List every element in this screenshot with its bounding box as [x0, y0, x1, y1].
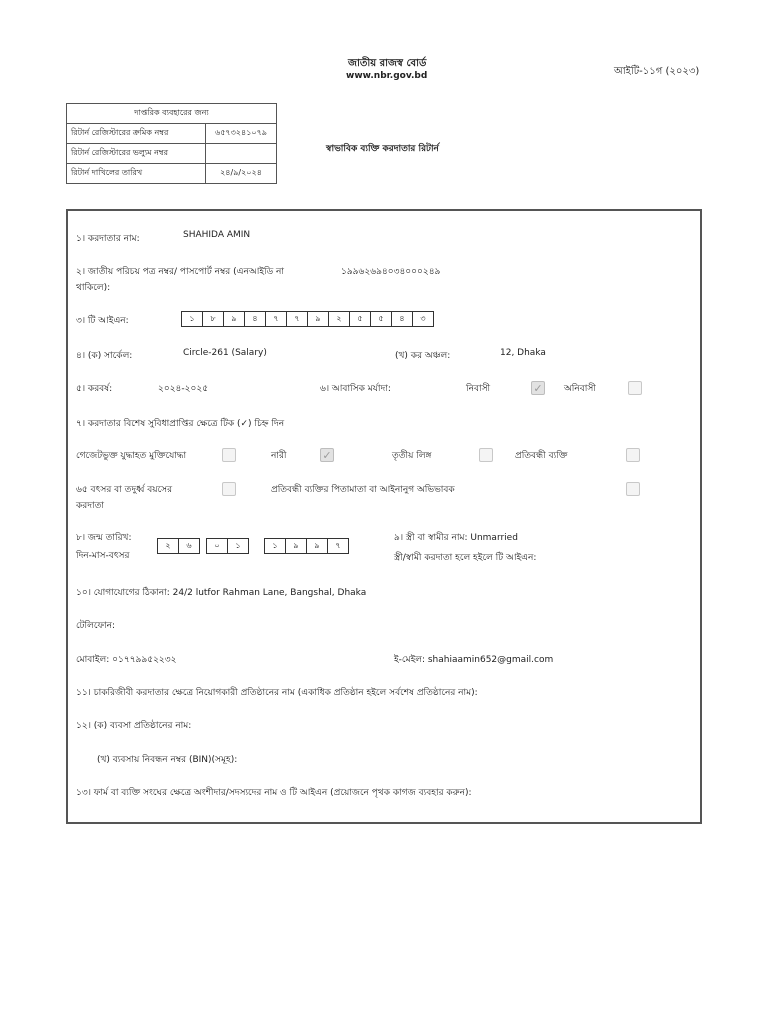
nid-value: ১৯৯৬২৬৯৪০৩৪০০০২৪৯: [341, 267, 441, 277]
submission-date-value: ২৪/৯/২০২৪: [206, 164, 277, 184]
volume-value: [206, 144, 277, 164]
taxpayer-name-label: ১। করদাতার নাম:: [76, 234, 140, 244]
circle-label: ৪। (ক) সার্কেল:: [76, 351, 133, 361]
senior-checkbox[interactable]: [222, 482, 236, 496]
check-icon: ✓: [322, 448, 332, 462]
female-label: নারী: [271, 451, 287, 461]
resident-checkbox[interactable]: [531, 381, 545, 395]
circle-value: Circle-261 (Salary): [183, 348, 267, 358]
dob-label: ৮। জন্ম তারিখ:: [76, 533, 132, 543]
non-resident-checkbox[interactable]: [628, 381, 642, 395]
tax-year-value: ২০২৪-২০২৫: [158, 384, 209, 394]
special-benefit-label: ৭। করদাতার বিশেষ সুবিধাপ্রাপ্তির ক্ষেত্রে টিক (✓) চিহ্ন দিন: [76, 419, 285, 429]
tin-digit: ৭: [286, 311, 308, 327]
tin-digit: ৯: [307, 311, 329, 327]
dob-month-digit: ১: [227, 538, 249, 554]
guardian-label: প্রতিবন্ধী ব্যক্তির পিতামাতা বা আইনানুগ অভিভাবক: [271, 485, 455, 495]
nid-label-cont: থাকিলে):: [76, 283, 111, 293]
bin-label: (খ) ব্যবসায় নিবন্ধন নম্বর (BIN)(সমূহ):: [97, 755, 238, 765]
freedom-fighter-label: গেজেটভুক্ত যুদ্ধাহত মুক্তিযোদ্ধা: [76, 451, 187, 461]
senior-label-cont: করদাতা: [76, 501, 104, 511]
freedom-fighter-checkbox[interactable]: [222, 448, 236, 462]
resident-label: নিবাসী: [466, 384, 491, 394]
tin-label: ৩। টি আইএন:: [76, 316, 129, 326]
partners-label: ১৩। ফার্ম বা ব্যক্তি সংঘের ক্ষেত্রে অংশীদার/সদস্যদের নাম ও টি আইএন (প্রয়োজনে পৃথক কাগজ ব্যবহার করুন):: [76, 788, 472, 798]
dob-month-digit: ০: [206, 538, 228, 554]
dob-day-digit: ৬: [178, 538, 200, 554]
taxpayer-name-value: SHAHIDA AMIN: [183, 230, 251, 240]
dob-month-boxes: [206, 538, 249, 554]
tin-digit: ২: [328, 311, 350, 327]
serial-label: রিটার্ন রেজিস্টারের ক্রমিক নম্বর: [67, 124, 206, 144]
dob-day-digit: ২: [157, 538, 179, 554]
board-name: জাতীয় রাজস্ব বোর্ড: [348, 58, 427, 69]
table-row: [67, 144, 277, 164]
tin-digit-boxes: [181, 311, 434, 327]
tin-digit: ৮: [202, 311, 224, 327]
form-title: স্বাভাবিক ব্যক্তি করদাতার রিটার্ন: [326, 144, 439, 154]
tin-digit: ১: [181, 311, 203, 327]
tax-year-label: ৫। করবর্ষ:: [76, 384, 113, 394]
employer-label: ১১। চাকরিজীবী করদাতার ক্ষেত্রে নিয়োগকারী প্রতিষ্ঠানের নাম (একাধিক প্রতিষ্ঠান হইলে সর্বশেষ প্রতিষ্ঠানের নাম):: [76, 688, 478, 698]
residential-status-label: ৬। আবাসিক মর্যাদা:: [320, 384, 391, 394]
third-gender-label: তৃতীয় লিঙ্গ: [392, 451, 432, 461]
third-gender-checkbox[interactable]: [479, 448, 493, 462]
dob-year-digit: ৭: [327, 538, 349, 554]
spouse-name-label: ৯। স্ত্রী বা স্বামীর নাম: Unmarried: [394, 533, 518, 543]
tin-digit: ৪: [391, 311, 413, 327]
senior-label: ৬৫ বৎসর বা তদুর্ধ্ব বয়সের: [76, 485, 173, 495]
tin-digit: ৭: [265, 311, 287, 327]
tin-digit: ৪: [244, 311, 266, 327]
submission-date-label: রিটার্ন দাখিলের তারিখ: [67, 164, 206, 184]
mobile-label: মোবাইল: ০১৭৭৯৯৫২২৩২: [76, 655, 177, 665]
table-row: [67, 164, 277, 184]
website: www.nbr.gov.bd: [346, 71, 428, 81]
table-row: [67, 124, 277, 144]
disabled-checkbox[interactable]: [626, 448, 640, 462]
dob-year-boxes: [264, 538, 349, 554]
nid-label: ২। জাতীয় পরিচয় পত্র নম্বর/ পাসপোর্ট নম্বর (এনআইডি না: [76, 267, 285, 277]
address-label: ১০। যোগাযোগের ঠিকানা: 24/2 lutfor Rahman Lane, Bangshal, Dhaka: [76, 588, 367, 598]
tax-zone-label: (খ) কর অঞ্চল:: [395, 351, 451, 361]
tin-digit: ৯: [223, 311, 245, 327]
tax-zone-value: 12, Dhaka: [500, 348, 546, 358]
business-name-label: ১২। (ক) ব্যবসা প্রতিষ্ঠানের নাম:: [76, 721, 192, 731]
serial-value: ৬৫৭৩২৪১০৭৯: [206, 124, 277, 144]
office-use-table: [66, 103, 277, 184]
dob-year-digit: ৯: [285, 538, 307, 554]
volume-label: রিটার্ন রেজিস্টারের ভল্যুম নম্বর: [67, 144, 206, 164]
dob-format-label: দিন-মাস-বৎসর: [76, 551, 130, 561]
dob-year-digit: ৯: [306, 538, 328, 554]
email-label: ই-মেইল: shahiaamin652@gmail.com: [394, 655, 554, 665]
disabled-label: প্রতিবন্ধী ব্যক্তি: [515, 451, 568, 461]
tin-digit: ৫: [349, 311, 371, 327]
dob-day-boxes: [157, 538, 200, 554]
guardian-checkbox[interactable]: [626, 482, 640, 496]
non-resident-label: অনিবাসী: [564, 384, 596, 394]
spouse-tin-label: স্ত্রী/স্বামী করদাতা হলে হইলে টি আইএন:: [394, 553, 537, 563]
dob-year-digit: ১: [264, 538, 286, 554]
office-use-heading: দাপ্তরিক ব্যবহারের জন্য: [67, 104, 277, 124]
tin-digit: ৫: [370, 311, 392, 327]
check-icon: ✓: [533, 381, 543, 395]
form-code: আইটি-১১গ (২০২৩): [614, 66, 700, 77]
female-checkbox[interactable]: [320, 448, 334, 462]
telephone-label: টেলিফোন:: [76, 621, 116, 631]
tin-digit: ৩: [412, 311, 434, 327]
